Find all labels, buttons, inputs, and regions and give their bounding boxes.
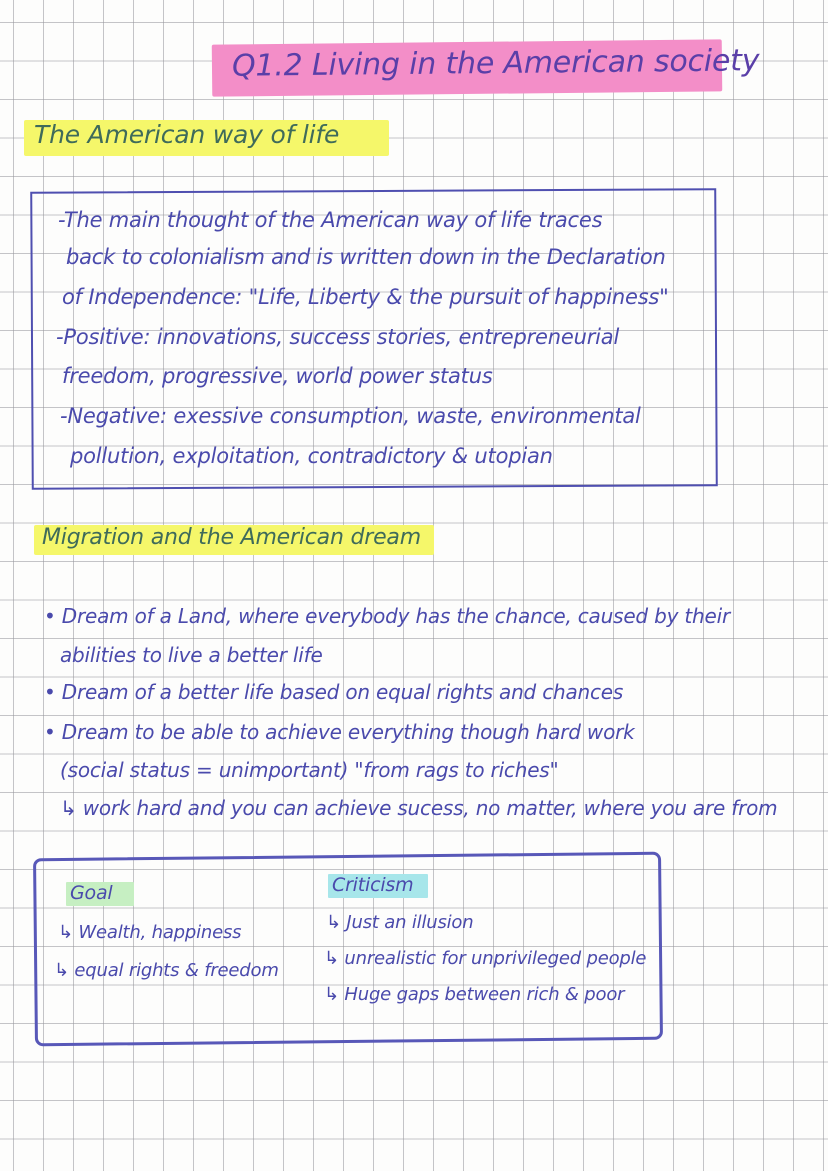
- section-heading-american-dream: Migration and the American dream: [42, 525, 421, 550]
- text-line: back to colonialism and is written down in the Declaration: [66, 245, 666, 269]
- criticism-item: ↳ unrealistic for unprivileged people: [324, 948, 647, 969]
- text-line: of Independence: "Life, Liberty & the pursuit of happiness": [62, 285, 669, 309]
- section-heading-american-way: The American way of life: [34, 120, 340, 149]
- text-line-positive: -Positive: innovations, success stories, entrepreneurial: [56, 325, 620, 349]
- text-line: pollution, exploitation, contradictory & utopian: [70, 444, 553, 468]
- list-item: • Dream to be able to achieve everything though hard work: [44, 720, 635, 744]
- goal-item: ↳ Wealth, happiness: [58, 922, 242, 943]
- text-line-negative: -Negative: exessive consumption, waste, environmental: [60, 404, 641, 428]
- list-item-continuation: abilities to live a better life: [60, 643, 323, 667]
- text-line: -The main thought of the American way of life traces: [58, 208, 603, 232]
- criticism-heading: Criticism: [332, 874, 414, 896]
- list-item: • Dream of a Land, where everybody has the chance, caused by their: [44, 604, 730, 628]
- list-item-conclusion: ↳ work hard and you can achieve sucess, no matter, where you are from: [60, 796, 778, 820]
- criticism-item: ↳ Huge gaps between rich & poor: [324, 984, 625, 1005]
- goal-item: ↳ equal rights & freedom: [54, 960, 279, 981]
- criticism-item: ↳ Just an illusion: [326, 912, 474, 933]
- list-item-continuation: (social status = unimportant) "from rags to riches": [60, 758, 559, 782]
- page-title: Q1.2 Living in the American society: [231, 43, 760, 84]
- text-line: freedom, progressive, world power status: [62, 364, 493, 388]
- goal-heading: Goal: [70, 882, 113, 904]
- list-item: • Dream of a better life based on equal rights and chances: [44, 680, 624, 704]
